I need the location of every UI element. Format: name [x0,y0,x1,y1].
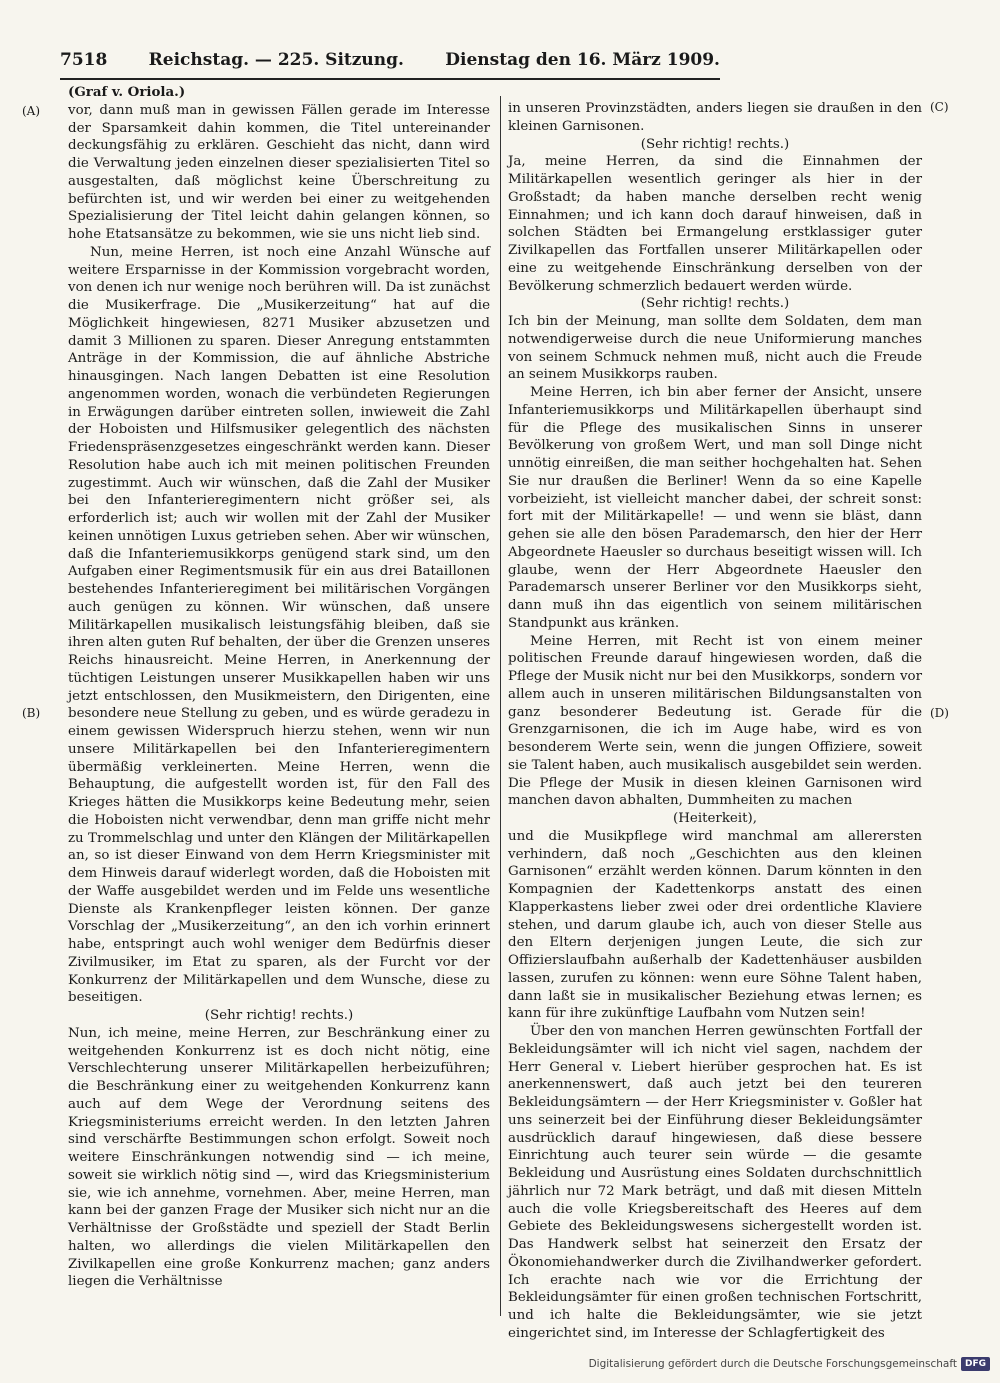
paragraph: Ich bin der Meinung, man sollte dem Soldaten, dem man notwendigerweise durch die neue Uniformierung manches von seinem Schmuck nehmen muß, nicht auch die Freude an seinem Musikkorps rauben. [508,314,922,383]
margin-mark-d: (D) [930,706,949,720]
paragraph: Über den von manchen Herren gewünschten Fortfall der Bekleidungsämter will ich nicht viel sagen, nachdem der Herr General v. Liebert hierüber gesprochen hat. Es ist anerkennenswert, daß auch jetzt bei den teureren Bekleidungsämtern — der Herr Kriegsminister v. Goßler hat uns seinerzeit bei der Einführung dieser Bekleidungsämter ausdrücklich darauf hingewiesen, daß diese bessere Einrichtung auch teurer sein würde — die gesamte Bekleidung und Ausrüstung eines Soldaten durchschnittlich jährlich nur 72 Mark beträgt, und daß mit diesen Mitteln auch die volle Kriegsbereitschaft des Heeres auf dem Gebiete des Bekleidungswesens sichergestellt worden ist. Das Handwerk selbst hat seinerzeit den Ersatz der Ökonomiehandwerker durch die Zivilhandwerker gefordert. Ich erachte nach wie vor die Errichtung der Bekleidungsämter für einen großen technischen Fortschritt, und ich halte die Bekleidungsämter, wie sie jetzt eingerichtet sind, im Interesse der Schlagfertigkeit des [508,1024,922,1341]
paragraph: Ja, meine Herren, da sind die Einnahmen der Militärkapellen wesentlich geringer als hier in der Großstadt; da haben manche derselben recht wenig Einnahmen; und ich kann doch darauf hinweisen, daß in solchen Städten bei Ermangelung erstklassiger guter Zivilkapellen das Fortfallen unserer Militärkapellen oder eine zu weitgehende Einschränkung derselben von der Bevölkerung schmerzlich bedauert werden würde. [508,154,922,294]
paragraph: und die Musikpflege wird manchmal am allerersten verhindern, daß noch „Geschichten aus den kleinen Garnisonen“ erzählt werden können. Darum könnten in den Kompagnien der Kadettenkorps anstatt des einen Klapperkastens lieber zwei oder drei ordentliche Klaviere stehen, und darum glaube ich, auch von dieser Stelle aus den Eltern derjenigen jungen Leute, die sich zur Offizierslaufbahn außerhalb der Kadettenhäuser ausbilden lassen, zurufen zu können: wenn eure Söhne Talent haben, dann laßt sie in musikalischer Beziehung etwas lernen; es kann für ihre zukünftige Laufbahn vom Nutzen sein! [508,828,922,1022]
paragraph: vor, dann muß man in gewissen Fällen gerade im Interesse der Sparsamkeit dahin kommen, die Titel untereinander deckungsfähig zu erklären. Geschieht das nicht, dann wird die Verwaltung jeden einzelnen dieser spezialisierten Titel so ausgestalten, daß möglichst keine Überschreitung zu befürchten ist, und wir werden bei einer zu weitgehenden Spezialisierung der Titel leicht dahin gelangen können, so hohe Etatsansätze zu bekommen, wie sie uns nicht lieb sind. [68,102,490,242]
header-session: Reichstag. — 225. Sitzung. [148,50,404,70]
funding-note: Digitalisierung gefördert durch die Deutsche Forschungsgemeinschaft [588,1358,957,1370]
right-column [508,100,922,1343]
interjection: (Heiterkeit), [673,811,757,826]
paragraph: Meine Herren, mit Recht ist von einem meiner politischen Freunde darauf hingewiesen worden, daß die Pflege der Musik nicht nur bei den Musikkorps, sondern vor allem auch in unseren militärischen Bildungsanstalten von ganz besonderer Bedeutung ist. Gerade für die Grenzgarnisonen, die ich im Auge habe, wird es von besonderem Werte sein, wenn die jungen Offiziere, soweit sie Talent haben, auch musikalisch ausgebildet sein werden. Die Pflege der Musik in diesen kleinen Garnisonen wird manchen davon abhalten, Dummheiten zu machen [508,633,922,809]
dfg-logo: DFG [961,1357,990,1371]
paragraph: in unseren Provinzstädten, anders liegen sie draußen in den kleinen Garnisonen. [508,101,922,134]
margin-mark-b: (B) [22,706,41,720]
margin-mark-c: (C) [930,100,949,114]
interjection: (Sehr richtig! rechts.) [640,296,790,312]
speaker-label: (Graf v. Oriola.) [68,84,186,100]
left-column [68,84,490,1291]
paragraph: Nun, ich meine, meine Herren, zur Beschränkung einer zu weitgehenden Konkurrenz ist es doch nicht nötig, eine Verschlechterung unserer Militärkapellen herbeizuführen; die Beschränkung einer zu weitgehenden Konkurrenz kann auch auf dem Wege der Verordnung seitens des Kriegsministeriums erreicht werden. In den letzten Jahren sind verschärfte Bestimmungen schon erfolgt. Soweit noch weitere Einschränkungen notwendig sind — ich meine, soweit sie wirklich nötig sind —, wird das Kriegsministerium sie, wie ich annehme, vornehmen. Aber, meine Herren, man kann bei der ganzen Frage der Musiker sich nicht nur an die Verhältnisse der Großstädte und speziell der Stadt Berlin halten, wo allerdings die vielen Militärkapellen den Zivilkapellen eine große Konkurrenz machen; ganz anders liegen die Verhältnisse [68,1025,490,1290]
interjection: (Sehr richtig! rechts.) [204,1008,354,1023]
paragraph: Nun, meine Herren, ist noch eine Anzahl Wünsche auf weitere Ersparnisse in der Kommission vorgebracht worden, von denen ich nur wenige noch berühren will. Da ist zunächst die Musikerfrage. Die „Musikerzeitung“ hat auf die Möglichkeit hingewiesen, 8271 Musiker abzusetzen und damit 3 Millionen zu sparen. Dieser Anregung entstammten Anträge in der Kommission, die auf ähnliche Abstriche hinausgingen. Nach langen Debatten ist eine Resolution angenommen worden, wonach die verbündeten Regierungen in Erwägungen darüber eintreten sollen, inwieweit die Zahl der Hoboisten und Hilfsmusiker gelegentlich des nächsten Friedenspräsenzgesetzes eingeschränkt werden kann. Dieser Resolution habe auch ich mit meinen politischen Freunden zugestimmt. Auch wir wünschen, daß die Zahl der Musiker bei den Infanterieregimentern nicht größer sei, als erforderlich ist; auch wir wollen mit der Zahl der Musiker keinen unnötigen Luxus getrieben sehen. Aber wir wünschen, daß die Infanteriemusikkorps genügend stark sind, um den Aufgaben einer Regimentsmusik für ein aus drei Bataillonen bestehendes Infanterieregiment bei militärischen Vorgängen auch genügen zu können. Wir wünschen, daß unsere Militärkapellen musikalisch leistungsfähig bleiben, daß sie ihren alten guten Ruf behalten, der über die Grenzen unseres Reichs hinausreicht. Meine Herren, in Anerkennung der tüchtigen Leistungen unserer Musikkapellen haben wir uns jetzt entschlossen, den Musikmeistern, den Dirigenten, eine besondere neue Stellung zu geben, und es würde geradezu in einem gewissen Widerspruch hierzu stehen, wenn wir nun unsere Militärkapellen bei den Infanterieregimentern übermäßig verkleinerten. Meine Herren, wenn die Behauptung, die aufgestellt worden ist, für den Fall des Krieges hätten die Musikkorps keine Bedeutung mehr, seien die Hoboisten nicht verwendbar, denn man griffe nicht mehr zu Trommelschlag und unter den Klängen der Militärkapellen an, so ist dieser Einwand von dem Herrn Kriegsminister mit dem Hinweis darauf widerlegt worden, daß die Hoboisten mit der Waffe ausgebildet werden und im Felde uns wesentliche Dienste als Krankenpfleger leisten können. Der ganze Vorschlag der „Musikerzeitung“, an den ich vorhin erinnert habe, entspringt auch wohl weniger dem Bedürfnis dieser Zivilmusiker, im Etat zu sparen, als der Furcht vor der Konkurrenz der Militärkapellen und dem Wunsche, diese zu beseitigen. [68,244,490,1006]
column-divider [500,96,501,1316]
header-date: Dienstag den 16. März 1909. [445,50,720,70]
interjection: (Sehr richtig! rechts.) [640,136,790,152]
page-number: 7518 [60,50,108,70]
header-rule [60,78,720,80]
margin-mark-a: (A) [22,104,41,118]
page-header [60,50,720,76]
paragraph: Meine Herren, ich bin aber ferner der Ansicht, unsere Infanteriemusikkorps und Militärkapellen überhaupt sind für die Pflege des musikalischen Sinns in unserer Bevölkerung von großem Wert, und man soll Dinge nicht unnötig einreißen, die man seither hochgehalten hat. Sehen Sie nur draußen die Berliner! Wenn da so eine Kapelle vorbeizieht, ist vielleicht mancher dabei, der schreit sonst: fort mit der Militärkapelle! — und wenn sie bläst, dann gehen sie alle den bösen Parademarsch, den hier der Herr Abgeordnete Haeusler so durchaus beseitigt wissen will. Ich glaube, wenn der Herr Abgeordnete Haeusler den Parademarsch unserer Berliner vor den Musikkorps sieht, dann muß ihn das eigentlich von seinem militärischen Standpunkt aus kränken. [508,385,922,631]
footer [589,1357,990,1371]
